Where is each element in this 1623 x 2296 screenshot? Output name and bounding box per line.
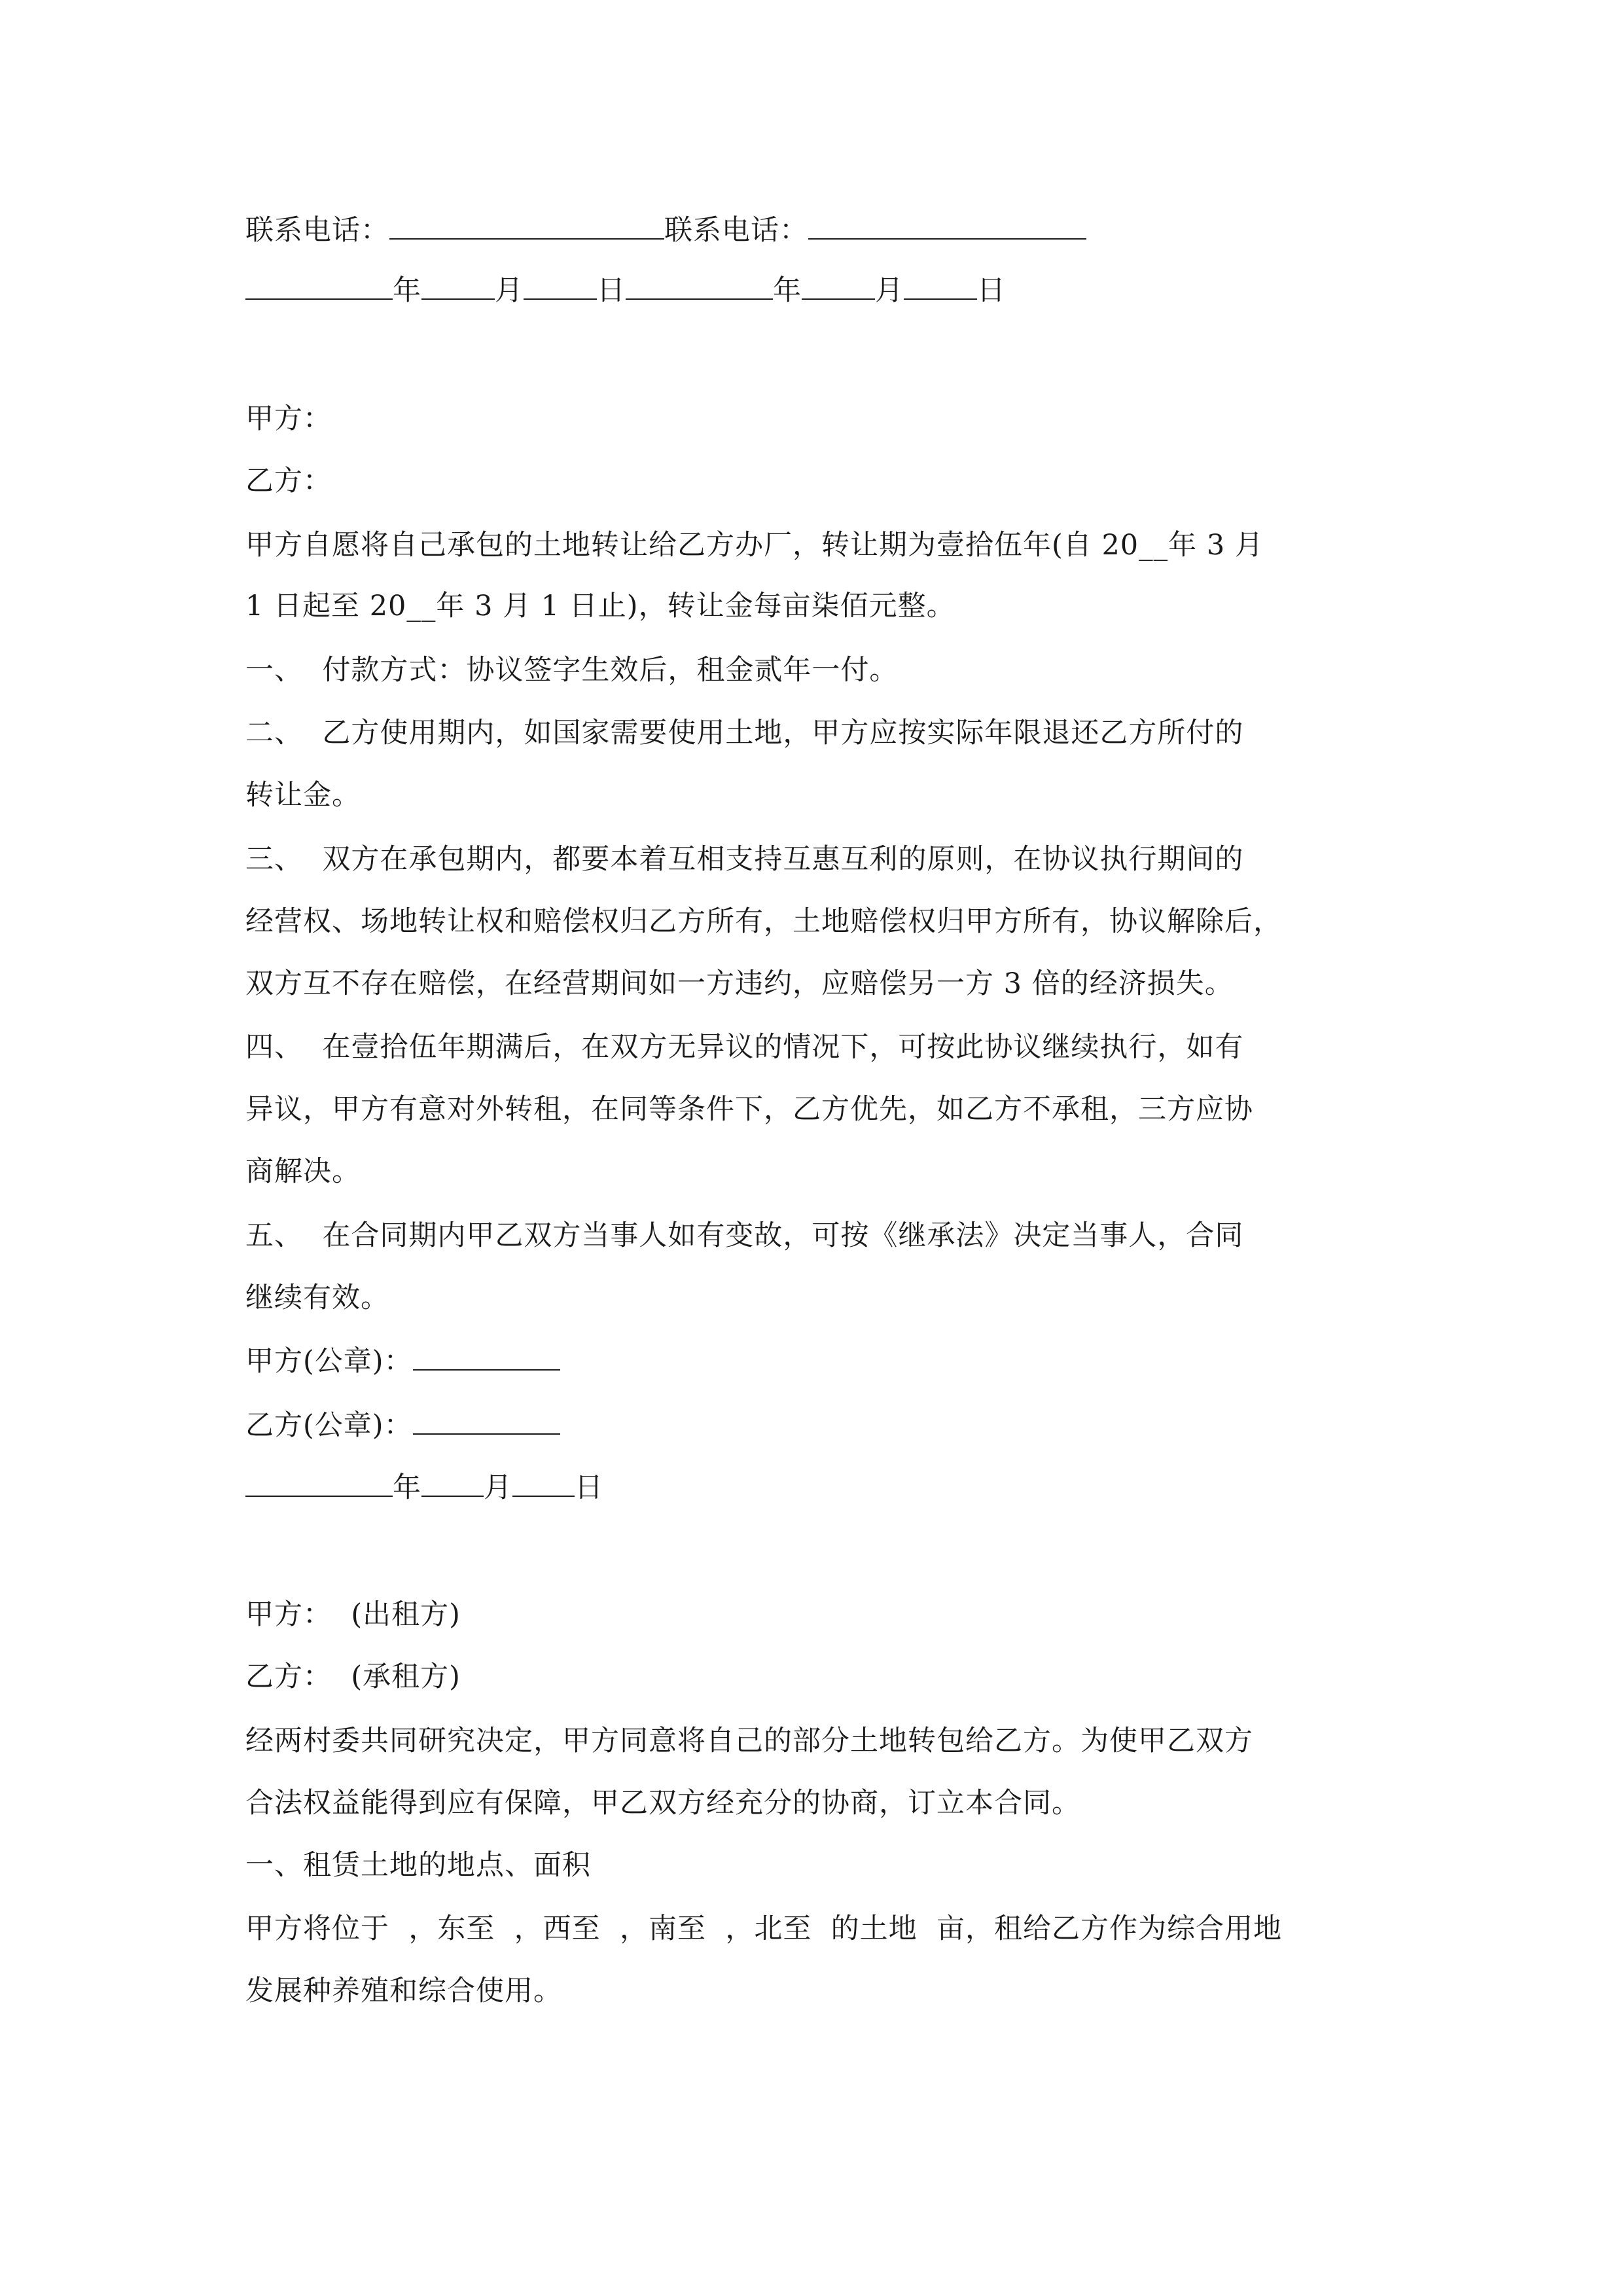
party-b-lessee: 乙方： (承租方) [245,1660,461,1693]
header-date-line [245,271,1384,310]
day-label: 日 [597,274,626,307]
month-blank [421,271,495,300]
phone-line [245,211,1384,250]
intro-text: 合法权益能得到应有保障，甲乙双方经充分的协商，订立本合同。 [245,1787,1080,1820]
clause-3-cont: 双方互不存在赔偿，在经营期间如一方违约，应赔偿另一方 3 倍的经济损失。 [245,967,1234,1000]
day-blank [904,271,977,300]
day-blank [524,271,597,300]
month-label: 月 [875,274,904,307]
contract1-date-line [245,1468,1384,1507]
clause-1: 一、 付款方式：协议签字生效后，租金贰年一付。 [245,654,899,687]
clause-2: 二、 乙方使用期内，如国家需要使用土地，甲方应按实际年限退还乙方所付的 [245,717,1244,749]
seal-a-label: 甲方(公章)： [245,1345,413,1378]
intro-text: 甲方自愿将自己承包的土地转让给乙方办厂，转让期为壹拾伍年(自 20__年 3 月 [245,529,1264,562]
clause-5-cont: 继续有效。 [245,1282,389,1314]
section-1-title: 一、租赁土地的地点、面积 [245,1849,591,1882]
party-a: 甲方： [245,403,332,435]
day-label: 日 [977,274,1006,307]
clause-3: 三、 双方在承包期内，都要本着互相支持互惠互利的原则，在协议执行期间的 [245,843,1244,876]
seal-a-blank [413,1342,560,1371]
section-1-text: 发展种养殖和综合使用。 [245,1975,562,2007]
clause-3-cont: 经营权、场地转让权和赔偿权归乙方所有，土地赔偿权归甲方所有，协议解除后， [245,905,1282,938]
seal-b-line [245,1406,1384,1445]
phone-label-b: 联系电话： [664,214,808,247]
month-blank [802,271,875,300]
party-a-lessor: 甲方： (出租方) [245,1598,461,1631]
phone-label-a: 联系电话： [245,214,389,247]
clause-5: 五、 在合同期内甲乙双方当事人如有变故，可按《继承法》决定当事人，合同 [245,1219,1244,1252]
year-label: 年 [393,1471,421,1504]
section-1-text: 甲方将位于 ，东至 ，西至 ，南至 ，北至 的土地 亩，租给乙方作为综合用地 [245,1912,1283,1945]
intro-text: 1 日起至 20__年 3 月 1 日止)，转让金每亩柒佰元整。 [245,590,955,622]
year-blank [245,271,393,300]
day-blank [512,1468,575,1497]
intro-text: 经两村委共同研究决定，甲方同意将自己的部分土地转包给乙方。为使甲乙双方 [245,1725,1253,1757]
day-label: 日 [575,1471,603,1504]
clause-4-cont: 商解决。 [245,1155,361,1188]
phone-blank-a [389,211,664,240]
clause-4: 四、 在壹拾伍年期满后，在双方无异议的情况下，可按此协议继续执行，如有 [245,1031,1244,1064]
seal-b-blank [413,1406,560,1435]
month-label: 月 [495,274,524,307]
phone-blank-b [808,211,1086,240]
year-label: 年 [773,274,802,307]
clause-4-cont: 异议，甲方有意对外转租，在同等条件下，乙方优先，如乙方不承租，三方应协 [245,1093,1253,1126]
seal-a-line [245,1342,1384,1381]
party-b: 乙方： [245,465,332,497]
clause-2-cont: 转让金。 [245,779,361,812]
seal-b-label: 乙方(公章)： [245,1409,413,1442]
year-blank [626,271,773,300]
month-label: 月 [484,1471,512,1504]
year-label: 年 [393,274,421,307]
year-blank [245,1468,393,1497]
month-blank [421,1468,484,1497]
